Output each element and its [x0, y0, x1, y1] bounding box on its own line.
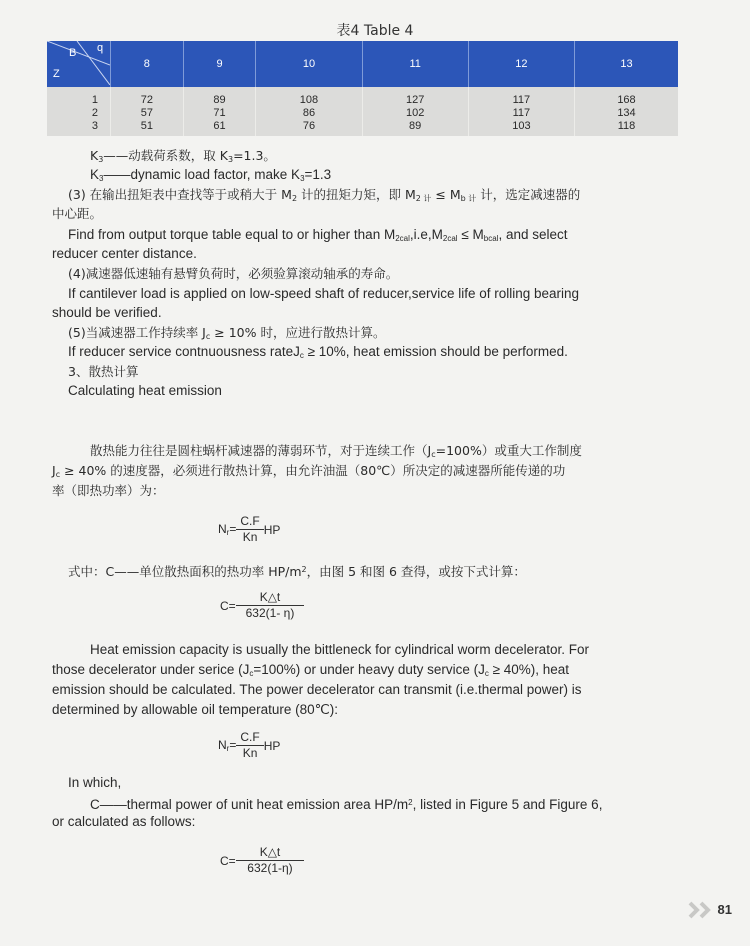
formula-c-1: C= $\frac{K\triangle t}{632(1- \eta)}$	[220, 590, 304, 621]
table-cell: 57	[111, 107, 184, 120]
col-header: 8	[111, 41, 184, 87]
table-cell: 102	[362, 107, 468, 120]
col-header: 9	[183, 41, 256, 87]
item-4-en-line2: should be verified.	[52, 305, 162, 320]
table-cell: 76	[256, 120, 362, 136]
table-cell: 117	[468, 87, 574, 107]
in-which-label: In which,	[68, 775, 122, 790]
chevron-right-icon	[688, 900, 718, 920]
table-caption: 表4 Table 4	[336, 23, 414, 39]
heat-paragraph-zh-2: $J_c \ge 40\%$ 的速度器，必须进行散热计算，由允许油温（80℃）所决定的减速器所能传递的功	[52, 463, 566, 479]
section-3-title-zh: 3、散热计算	[68, 364, 139, 379]
table-cell: 168	[574, 87, 678, 107]
where-c-zh: 式中：C——单位散热面积的热功率 $HP/m^2$，由图 5 和图 6 查得，或按下式计算：	[68, 564, 526, 579]
section-3-title-en: Calculating heat emission	[68, 383, 222, 398]
heat-paragraph-zh-1: 散热能力往往是圆柱蜗杆减速器的薄弱环节，对于连续工作$(J_c=100\%)$或重大工作制度	[90, 443, 582, 459]
col-header: 10	[256, 41, 362, 87]
table-cell: 118	[574, 120, 678, 136]
item-3-zh-line2: 中心距。	[52, 206, 103, 221]
item-3-en-line2: reducer center distance.	[52, 246, 197, 261]
table-corner-cell	[47, 41, 111, 87]
col-header: 13	[574, 41, 678, 87]
fraction: $\frac{C.F}{Kn}$	[236, 514, 263, 545]
col-header: 12	[468, 41, 574, 87]
table-row	[47, 120, 678, 136]
table-cell: 108	[256, 87, 362, 107]
table-cell: 89	[183, 87, 256, 107]
corner-label-b: B	[69, 47, 77, 59]
table-cell: 127	[362, 87, 468, 107]
fraction: $\frac{K\triangle t}{632(1-\eta)}$	[236, 845, 305, 876]
corner-label-q: q	[97, 42, 104, 54]
table-cell: 71	[183, 107, 256, 120]
row-label-z: 3	[47, 120, 111, 136]
col-header: 11	[362, 41, 468, 87]
table-cell: 72	[111, 87, 184, 107]
corner-label-z: Z	[53, 68, 60, 80]
table-cell: 103	[468, 120, 574, 136]
fraction: $\frac{C.F}{Kn}$	[236, 730, 263, 761]
item-5-en: If reducer service contnuousness rateJ$_c$ ≥ 10%, heat emission should be performed.	[68, 344, 568, 360]
fraction: $\frac{K\triangle t}{632(1- \eta)}$	[236, 590, 305, 621]
item-5-zh: (5)当减速器工作持续率 $J_c \ge 10\%$ 时，应进行散热计算。	[68, 325, 386, 341]
item-4-zh: (4)减速器低速轴有悬臂负荷时，必须验算滚动轴承的寿命。	[68, 266, 399, 281]
page-number: 81	[717, 902, 732, 917]
table-cell: 51	[111, 120, 184, 136]
table-cell: 61	[183, 120, 256, 136]
table-cell: 134	[574, 107, 678, 120]
heat-paragraph-en-4: determined by allowable oil temperature (80℃):	[52, 702, 339, 717]
table-header-row	[47, 41, 678, 87]
formula-thermal-power-2: $N_r=$ $\frac{C.F}{Kn}$ HP	[218, 730, 281, 760]
item-3-en: Find from output torque table equal to or higher than $M_{2cal},i.e,M_{2cal} \le M_{bcal}$, and select	[68, 227, 568, 243]
table-cell: 86	[256, 107, 362, 120]
heat-paragraph-en-1: Heat emission capacity is usually the bittleneck for cylindrical worm decelerator. For	[90, 642, 589, 657]
formula-thermal-power-1: $N_r=$ $\frac{C.F}{Kn}$ HP	[218, 514, 281, 544]
formula-c-2: C= $\frac{K\triangle t}{632(1-\eta)}$	[220, 845, 304, 876]
item-4-en: If cantilever load is applied on low-speed shaft of reducer,service life of rolling bearing	[68, 286, 580, 301]
k3-definition-zh: $K_3——$动载荷系数，取 $K_3=1.3$。	[90, 148, 276, 164]
row-label-z: 2	[47, 107, 111, 120]
table-4	[47, 41, 678, 136]
table-cell: 117	[468, 107, 574, 120]
where-c-en: C——thermal power of unit heat emission area $HP/m^2$, listed in Figure 5 and Figure 6,	[90, 797, 603, 812]
heat-paragraph-en-2: those decelerator under serice $(J_c=100\%)$ or under heavy duty service $(J_c \ge 40\%)$, heat	[52, 662, 570, 678]
heat-paragraph-zh-3: 率（即热功率）为：	[52, 483, 165, 498]
heat-paragraph-en-3: emission should be calculated. The power decelerator can transmit (i.e.thermal power) is	[52, 682, 582, 697]
table-cell: 89	[362, 120, 468, 136]
item-3-zh: (3) 在输出扭矩表中查找等于或稍大于 $M_2$ 计的扭矩力矩，即 $M_{2 计} \le M_{b 计}$ 计，选定减速器的	[68, 187, 581, 203]
where-c-en-line2: or calculated as follows:	[52, 814, 196, 829]
row-label-z: 1	[47, 87, 111, 107]
k3-definition-en: $K_3——dynamic$ load factor, make $K_3=1.3$	[90, 167, 332, 183]
table-row	[47, 87, 678, 107]
table-row	[47, 107, 678, 120]
